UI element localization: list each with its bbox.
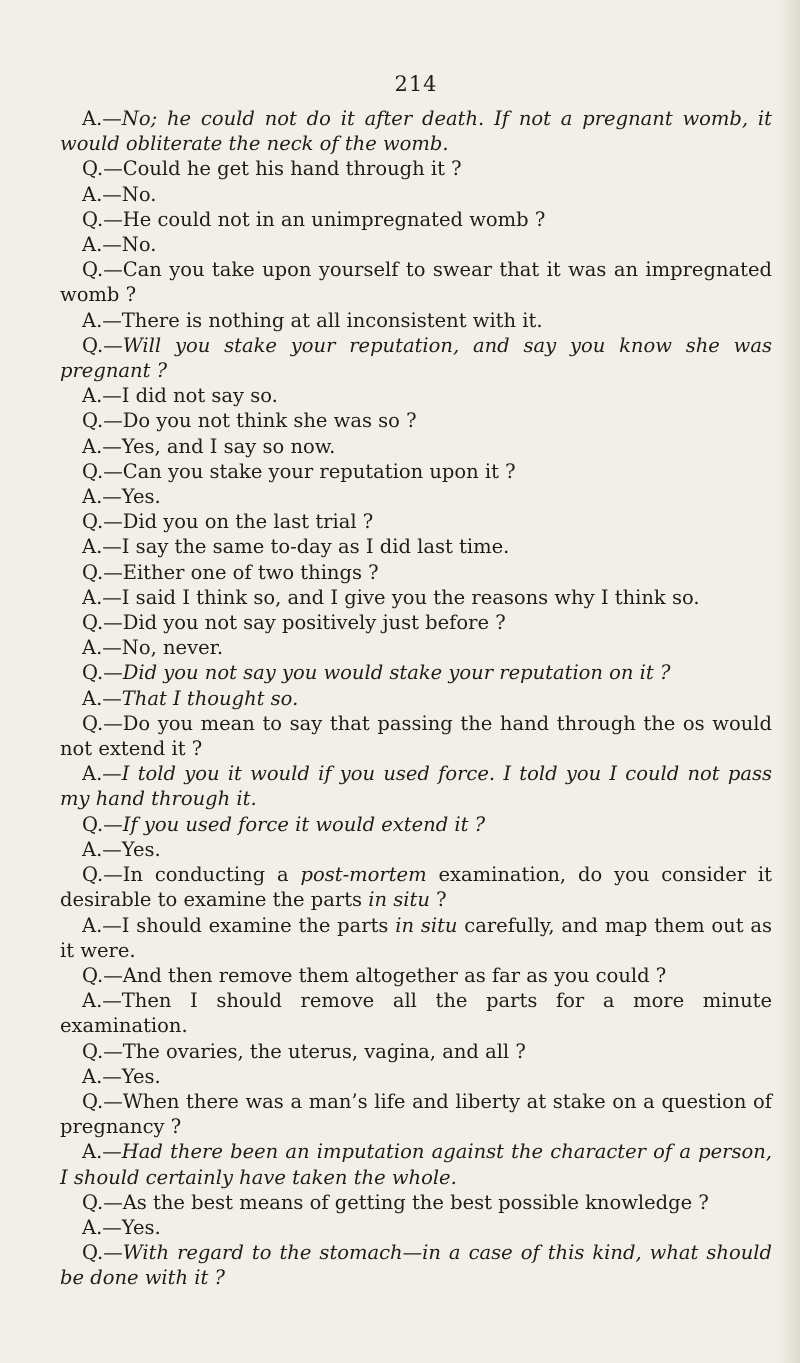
testimony-paragraph xyxy=(60,963,772,988)
text-run: A.— xyxy=(82,686,122,710)
testimony-paragraph xyxy=(60,383,772,408)
text-run: Q.—In conducting a xyxy=(82,863,301,887)
text-run: Q.—Could he get his hand through it ? xyxy=(82,157,462,181)
text-run: A.—Yes. xyxy=(82,1215,161,1239)
italic-text: If you used force it would extend it ? xyxy=(122,812,486,836)
text-run: A.— xyxy=(82,1140,122,1164)
text-run: A.—Yes. xyxy=(82,837,161,861)
testimony-paragraph xyxy=(60,1089,772,1139)
text-run: examination, do you consider it desirable to examine the parts xyxy=(60,863,772,912)
testimony-paragraph xyxy=(60,484,772,509)
text-run: Q.—Did you not say positively just before ? xyxy=(82,611,506,635)
testimony-paragraph xyxy=(60,913,772,963)
text-run: Q.—Can you stake your reputation upon it ? xyxy=(82,459,516,483)
text-run: A.—Yes. xyxy=(82,485,161,509)
text-run: A.—There is nothing at all inconsistent with it. xyxy=(82,308,543,332)
text-run: Q.—Either one of two things ? xyxy=(82,560,379,584)
italic-text: I told you it would if you used force. I told you I could not pass my hand through it. xyxy=(60,762,772,811)
testimony-paragraph xyxy=(60,635,772,660)
page-number: 214 xyxy=(394,72,438,96)
testimony-paragraph xyxy=(60,686,772,711)
italic-text: That I thought so. xyxy=(121,686,299,710)
text-run: A.— xyxy=(82,107,122,130)
page-edge-shadow xyxy=(778,0,800,1363)
testimony-paragraph xyxy=(60,761,772,811)
testimony-text xyxy=(60,106,772,1291)
testimony-paragraph xyxy=(60,812,772,837)
testimony-paragraph xyxy=(60,1240,772,1290)
testimony-paragraph xyxy=(60,1190,772,1215)
text-run: A.—I did not say so. xyxy=(82,384,278,408)
testimony-paragraph xyxy=(60,459,772,484)
text-run: A.—I said I think so, and I give you the reasons why I think so. xyxy=(82,585,700,609)
book-page xyxy=(60,72,772,1291)
testimony-paragraph xyxy=(60,711,772,761)
testimony-paragraph xyxy=(60,988,772,1038)
testimony-paragraph xyxy=(60,156,772,181)
testimony-paragraph xyxy=(60,862,772,912)
text-run: Q.—The ovaries, the uterus, vagina, and all ? xyxy=(82,1039,526,1063)
testimony-paragraph xyxy=(60,1139,772,1189)
testimony-paragraph xyxy=(60,257,772,307)
text-run: carefully, and map them out as it were. xyxy=(60,913,772,962)
text-run: A.—Yes, and I say so now. xyxy=(82,434,336,458)
text-run: Q.— xyxy=(82,812,123,836)
text-run: Q.—Do you not think she was so ? xyxy=(82,409,417,433)
testimony-paragraph xyxy=(60,1215,772,1240)
text-run: Q.— xyxy=(82,1241,123,1265)
italic-text: Did you not say you would stake your reputation on it ? xyxy=(122,661,671,685)
text-run: Q.—As the best means of getting the best possible knowledge ? xyxy=(82,1190,709,1214)
text-run: Q.—When there was a man’s life and liberty at stake on a question of pregnancy ? xyxy=(60,1089,772,1139)
testimony-paragraph xyxy=(60,660,772,685)
text-run: A.—Yes. xyxy=(82,1064,161,1088)
testimony-paragraph xyxy=(60,207,772,232)
text-run: Q.—Did you on the last trial ? xyxy=(82,510,374,534)
testimony-paragraph xyxy=(60,106,772,156)
testimony-paragraph xyxy=(60,408,772,433)
italic-text: in situ xyxy=(395,913,458,937)
testimony-paragraph xyxy=(60,509,772,534)
italic-text: post-mortem xyxy=(300,863,427,887)
testimony-paragraph xyxy=(60,232,772,257)
testimony-paragraph xyxy=(60,837,772,862)
text-run: Q.—Do you mean to say that passing the hand through the os would not extend it ? xyxy=(60,711,772,761)
italic-text: in situ xyxy=(368,888,430,912)
text-run: A.—No. xyxy=(82,233,157,257)
testimony-paragraph xyxy=(60,585,772,610)
italic-text: With regard to the stomach—in a case of this kind, what should be done with it ? xyxy=(60,1241,772,1290)
text-run: Q.— xyxy=(82,333,123,357)
text-run: ? xyxy=(429,888,447,912)
text-run: A.—Then I should remove all the parts for a more minute examination. xyxy=(60,989,772,1038)
testimony-paragraph xyxy=(60,534,772,559)
text-run: A.—I say the same to-day as I did last time. xyxy=(82,535,510,559)
italic-text: Had there been an imputation against the character of a person, I should certainly have taken the whole. xyxy=(60,1140,772,1189)
text-run: A.—No, never. xyxy=(82,636,224,660)
text-run: A.—No. xyxy=(82,182,157,206)
text-run: Q.— xyxy=(82,661,123,685)
testimony-paragraph xyxy=(60,560,772,585)
testimony-paragraph xyxy=(60,1064,772,1089)
italic-text: No; he could not do it after death. If not a pregnant womb, it would obliterate the neck of the womb. xyxy=(60,107,772,156)
testimony-paragraph xyxy=(60,1039,772,1064)
italic-text: Will you stake your reputation, and say you know she was pregnant ? xyxy=(60,333,772,383)
text-run: A.—I should examine the parts xyxy=(82,913,396,937)
testimony-paragraph xyxy=(60,610,772,635)
text-run: A.— xyxy=(82,762,122,786)
testimony-paragraph xyxy=(60,333,772,383)
text-run: Q.—And then remove them altogether as far as you could ? xyxy=(82,963,667,987)
testimony-paragraph xyxy=(60,308,772,333)
text-run: Q.—He could not in an unimpregnated womb ? xyxy=(82,207,546,231)
testimony-paragraph xyxy=(60,182,772,207)
testimony-paragraph xyxy=(60,434,772,459)
text-run: Q.—Can you take upon yourself to swear that it was an impregnated womb ? xyxy=(60,258,772,307)
